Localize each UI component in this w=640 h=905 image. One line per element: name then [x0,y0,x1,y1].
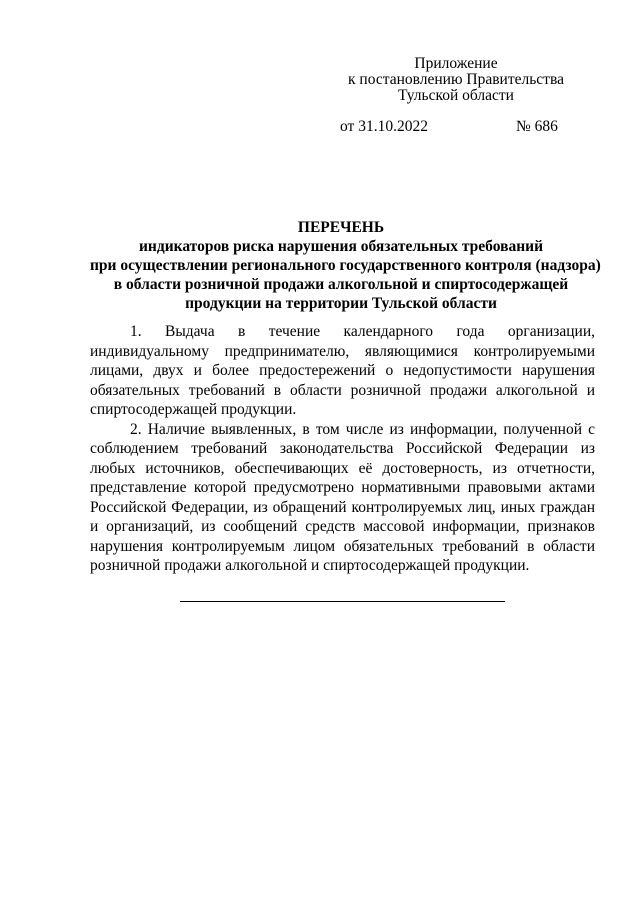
closing-divider [180,601,505,602]
list-item: 2. Наличие выявленных, в том числе из информации, полученной с соблюдением требований законодательства Российской Федерации из любых источников, обеспечивающих её достоверность, из отчетности, представление которой предусмотрено нормативными правовыми актами Российской Федерации, из обращений контролируемых лиц, иных граждан и организаций, из сообщений средств массовой информации, признаков нарушения контролируемым лицом обязательных требований в области розничной продажи алкогольной и спиртосодержащей продукции. [90,420,595,574]
document-body [90,322,595,576]
attachment-line: к постановлению Правительства [348,71,564,88]
title-line: индикаторов риска нарушения обязательных требований [139,238,543,255]
title-line: при осуществлении регионального государственного контроля (надзора) [90,257,601,274]
title-line: ПЕРЕЧЕНЬ [297,219,385,236]
title-line: в области розничной продажи алкогольной и спиртосодержащей [113,276,569,293]
title-line: продукции на территории Тульской области [185,295,497,312]
attachment-line: Тульской области [398,87,514,104]
document-title [90,218,601,313]
resolution-number: № 686 [516,118,558,135]
resolution-date: от 31.10.2022 [340,118,428,135]
attachment-line: Приложение [414,55,498,72]
list-item: 1. Выдача в течение календарного года организации, индивидуальному предпринимателю, являющимися контролируемыми лицами, двух и более предостережений о недопустимости нарушения обязательных требований в области розничной продажи алкогольной и спиртосодержащей продукции. [90,323,595,418]
attachment-block [340,56,572,104]
